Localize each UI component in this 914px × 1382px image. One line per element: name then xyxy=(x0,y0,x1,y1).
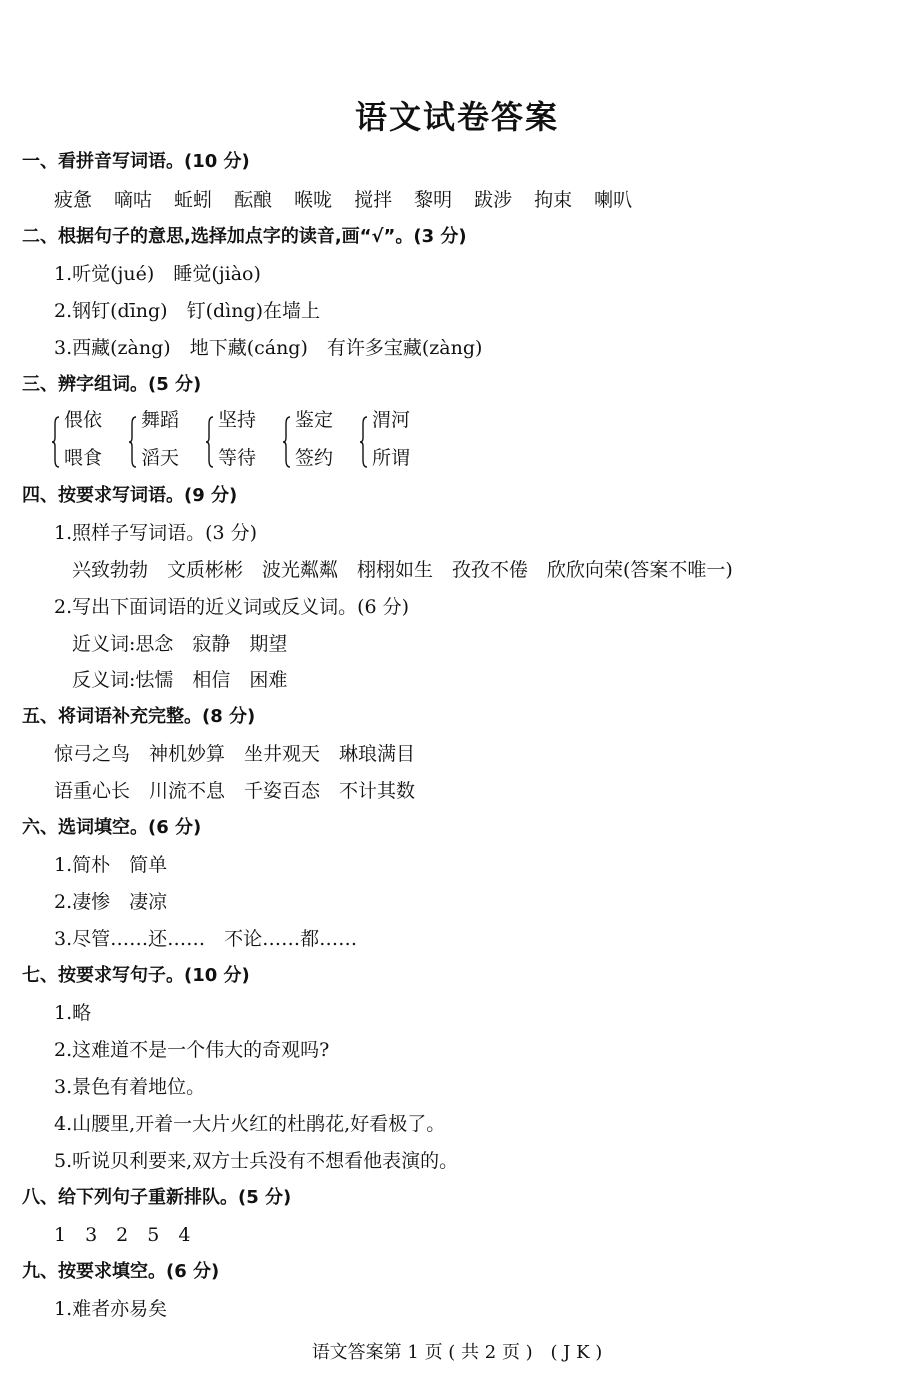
section-7-heading: 七、按要求写句子。(10 分) xyxy=(22,965,250,986)
word: 搅拌 xyxy=(354,189,393,211)
page-footer xyxy=(0,1338,914,1364)
word: 喉咙 xyxy=(294,189,333,211)
section-2-answer-2: 2.钢钉(dīng) 钉(dìng)在墙上 xyxy=(54,300,321,322)
section-8-heading: 八、给下列句子重新排队。(5 分) xyxy=(22,1187,292,1208)
section-7-answer-5: 5.听说贝利要来,双方士兵没有不想看他表演的。 xyxy=(54,1150,459,1172)
section-2-heading: 二、根据句子的意思,选择加点字的读音,画“√”。(3 分) xyxy=(22,226,467,247)
word-pair-bottom: 滔天 xyxy=(141,447,180,469)
antonym-answer: 反义词:怯懦 相信 困难 xyxy=(72,669,288,691)
section-4-question-2: 2.写出下面词语的近义词或反义词。(6 分) xyxy=(54,596,410,618)
word: 蚯蚓 xyxy=(174,189,213,211)
word: 酝酿 xyxy=(234,189,273,211)
section-8-order: 1 3 2 5 4 xyxy=(54,1224,191,1246)
section-6-answer-1: 1.简朴 简单 xyxy=(54,854,168,876)
word-pair-bottom: 所谓 xyxy=(372,447,411,469)
word-pair-bottom: 喂食 xyxy=(64,447,103,469)
word: 拘束 xyxy=(534,189,573,211)
word-pair-bottom: 签约 xyxy=(295,447,334,469)
word-pair-top: 舞蹈 xyxy=(141,409,180,431)
brace-icon xyxy=(360,416,368,468)
section-1-heading: 一、看拼音写词语。(10 分) xyxy=(22,151,250,172)
word: 疲惫 xyxy=(54,189,93,211)
word: 嘀咕 xyxy=(114,189,153,211)
brace-icon xyxy=(283,416,291,468)
section-2-answer-3: 3.西藏(zàng) 地下藏(cáng) 有许多宝藏(zàng) xyxy=(54,337,483,359)
word: 黎明 xyxy=(414,189,453,211)
word: 跋涉 xyxy=(474,189,513,211)
word-pair-top: 渭河 xyxy=(372,409,411,431)
section-7-answer-3: 3.景色有着地位。 xyxy=(54,1076,206,1098)
section-9-heading: 九、按要求填空。(6 分) xyxy=(22,1261,220,1282)
word-pair-bottom: 等待 xyxy=(218,447,257,469)
page-number: 语文答案第 1 页 ( 共 2 页 ) xyxy=(311,1342,533,1363)
section-4-question-1: 1.照样子写词语。(3 分) xyxy=(54,522,258,544)
section-3-heading: 三、辨字组词。(5 分) xyxy=(22,374,202,395)
page-title: 语文试卷答案 xyxy=(354,98,559,136)
section-6-heading: 六、选词填空。(6 分) xyxy=(22,817,202,838)
word: 喇叭 xyxy=(594,189,633,211)
section-7-answer-4: 4.山腰里,开着一大片火红的杜鹃花,好看极了。 xyxy=(54,1113,446,1135)
paper-code: ( J K ) xyxy=(550,1342,603,1363)
section-5-heading: 五、将词语补充完整。(8 分) xyxy=(22,706,256,727)
synonym-answer: 近义词:思念 寂静 期望 xyxy=(72,633,288,655)
word-pair-top: 坚持 xyxy=(218,409,257,431)
brace-icon xyxy=(52,416,60,468)
section-2-answer-1: 1.听觉(jué) 睡觉(jiào) xyxy=(54,263,261,285)
word-pair-top: 偎依 xyxy=(64,409,103,431)
section-7-answer-2: 2.这难道不是一个伟大的奇观吗? xyxy=(54,1039,330,1061)
section-9-answer-1: 1.难者亦易矣 xyxy=(54,1298,168,1320)
section-5-row-2: 语重心长 川流不息 千姿百态 不计其数 xyxy=(54,780,416,802)
section-6-answer-3: 3.尽管……还…… 不论……都…… xyxy=(54,928,358,950)
section-7-answer-1: 1.略 xyxy=(54,1002,92,1024)
section-4-answer-1: 兴致勃勃 文质彬彬 波光粼粼 栩栩如生 孜孜不倦 欣欣向荣(答案不唯一) xyxy=(72,559,733,581)
section-1-words xyxy=(54,188,654,212)
brace-icon xyxy=(129,416,137,468)
section-4-heading: 四、按要求写词语。(9 分) xyxy=(22,485,238,506)
brace-icon xyxy=(206,416,214,468)
section-5-row-1: 惊弓之鸟 神机妙算 坐井观天 琳琅满目 xyxy=(54,743,416,765)
section-6-answer-2: 2.凄惨 凄凉 xyxy=(54,891,168,913)
word-pair-top: 鉴定 xyxy=(295,409,334,431)
